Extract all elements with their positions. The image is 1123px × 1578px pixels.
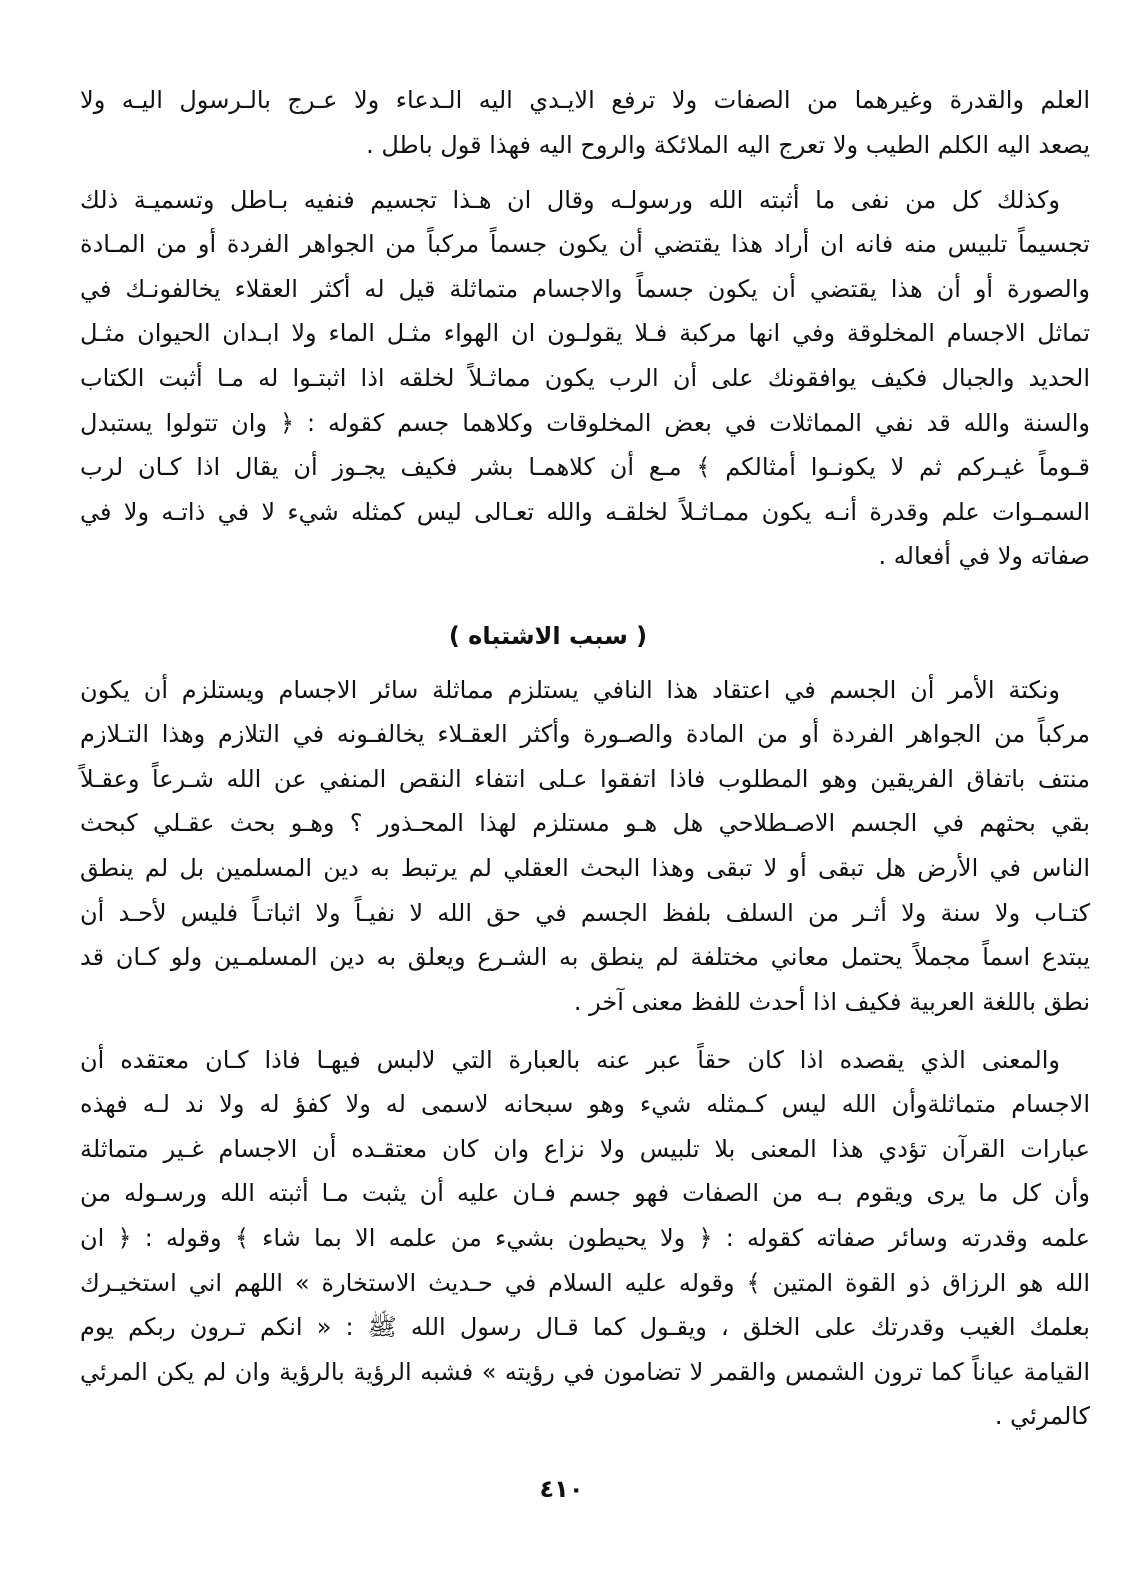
text-line: يبتدع اسماً مجملاً يحتمل معاني مختلفة لم ينطق به الشـرع ويعلق به دين المسلمـين ولو كـان قد: [80, 943, 1090, 972]
text-line: نطق باللغة العربية فكيف اذا أحدث للفظ معنى آخر .: [573, 987, 1090, 1016]
text-line: علمه وقدرته وسائر صفاته كقوله : ﴿ ولا يحيطون بشيء من علمه الا بما شاء ﴾ وقوله : ﴿ ان: [80, 1223, 1090, 1252]
text-line: مركباً من الجواهر الفردة أو من المادة والصـورة وأكثر العقـلاء يخالفـونه في التلازم وهذا التـلازم: [80, 720, 1090, 749]
paragraph: [80, 78, 1090, 167]
text-line: القيامة عياناً كما ترون الشمس والقمر لا تضامون في رؤيته » فشبه الرؤية بالرؤية وان لم يكن المرئي: [80, 1357, 1090, 1386]
section-heading: ( سبب الاشتباه ): [448, 621, 648, 650]
text-line: كتـاب ولا سنة ولا أثـر من السلف بلفظ الجسم في حق الله لا نفيـاً ولا اثباتـاً فليس لأحـد أن: [80, 898, 1090, 927]
text-line: الاجسام متماثلةوأن الله ليس كـمثله شيء وهو سبحانه لاسمى له ولا كفؤ له ولا ند لـه فهذه: [80, 1090, 1090, 1119]
text-line: وكذلك كل من نفى ما أثبته الله ورسولـه وقال ان هـذا تجسيم فنفيه بـاطل وتسميـة ذلك: [80, 185, 1060, 214]
text-line: يصعد اليه الكلم الطيب ولا تعرج اليه الملائكة والروح اليه فهذا قول باطل .: [366, 130, 1090, 159]
page-number: ٤١٠: [539, 1475, 584, 1504]
text-line: بعلمك الغيب وقدرتك على الخلق ، ويقـول كما قـال رسول الله ﷺ : « انكم تـرون ربكم يوم: [80, 1313, 1090, 1342]
text-line: والمعنى الذي يقصده اذا كان حقاً عبر عنه بالعبارة التي لالبس فيهـا فاذا كـان معتقده أن: [80, 1045, 1060, 1074]
text-line: العلم والقدرة وغيرهما من الصفات ولا ترفع الايـدي اليه الـدعاء ولا عـرج بالـرسول اليـه ولا: [80, 86, 1090, 114]
text-line: صفاته ولا في أفعاله .: [878, 542, 1090, 571]
text-line: الله هو الرزاق ذو القوة المتين ﴾ وقوله عليه السلام في حـديث الاستخارة » اللهم اني استخيـرك: [80, 1268, 1090, 1297]
text-line: تماثل الاجسام المخلوقة وفي انها مركبة فـلا يقولـون ان الهواء مثـل الماء ولا ابـدان الحيوان مثـل: [80, 319, 1090, 348]
text-line: منتف باتفاق الفريقين وهو المطلوب فاذا اتفقوا عـلى انتفاء النقص المنفي عن الله شـرعاً وعقـلاً: [80, 764, 1090, 793]
paragraph: [80, 1038, 1090, 1439]
paragraph: [80, 668, 1090, 1025]
text-line: بقي بحثهم في الجسم الاصـطلاحي هل هـو مستلزم لهذا المحـذور ؟ وهـو بحث عقـلي كبحث: [80, 809, 1090, 838]
text-line: السمـوات علم وقدرة أنـه يكون ممـاثـلاً لخلقـه والله تعـالى ليس كمثله شيء لا في ذاتـه ولا في: [80, 497, 1090, 526]
text-line: والصورة أو أن هذا يقتضي أن يكون جسماً والاجسام متماثلة قيل له أكثر العقلاء يخالفونـك في: [80, 274, 1090, 303]
page-body: [80, 78, 1090, 1512]
text-line: كالمرئي .: [994, 1402, 1090, 1431]
text-line: والسنة والله قد نفي المماثلات في بعض المخلوقات وكلاهما جسم كقوله : ﴿ وان تتولوا يستبدل: [80, 408, 1090, 437]
text-line: وأن كل ما يرى ويقوم بـه من الصفات فهو جسم فـان عليه أن يثبت مـا أثبته الله ورسـوله من: [80, 1179, 1090, 1208]
text-line: قـوماً غيـركم ثم لا يكونـوا أمثالكم ﴾ مـع أن كلاهمـا بشر فكيف يجـوز أن يقال اذا كـان لرب: [80, 453, 1090, 482]
text-line: الناس في الأرض هل تبقى أو لا تبقى وهذا البحث العقلي لم يرتبط به دين المسلمين بل لم ينطق: [80, 853, 1090, 882]
paragraph: [80, 178, 1090, 579]
text-line: عبارات القرآن تؤدي هذا المعنى بلا تلبيس ولا نزاع وان كان معتقـده أن الاجسام غـير متماثلة: [80, 1134, 1090, 1163]
text-line: تجسيماً تلبيس منه فانه ان أراد هذا يقتضي أن يكون جسماً مركباً من الجواهر الفردة أو من المـادة: [80, 230, 1090, 259]
text-line: ونكتة الأمر أن الجسم في اعتقاد هذا النافي يستلزم مماثلة سائر الاجسام ويستلزم أن يكون: [80, 675, 1060, 704]
text-line: الحديد والجبال فكيف يوافقونك على أن الرب يكون مماثـلاً لخلقه اذا اثبتـوا له مـا أثبت الكتاب: [80, 364, 1090, 393]
